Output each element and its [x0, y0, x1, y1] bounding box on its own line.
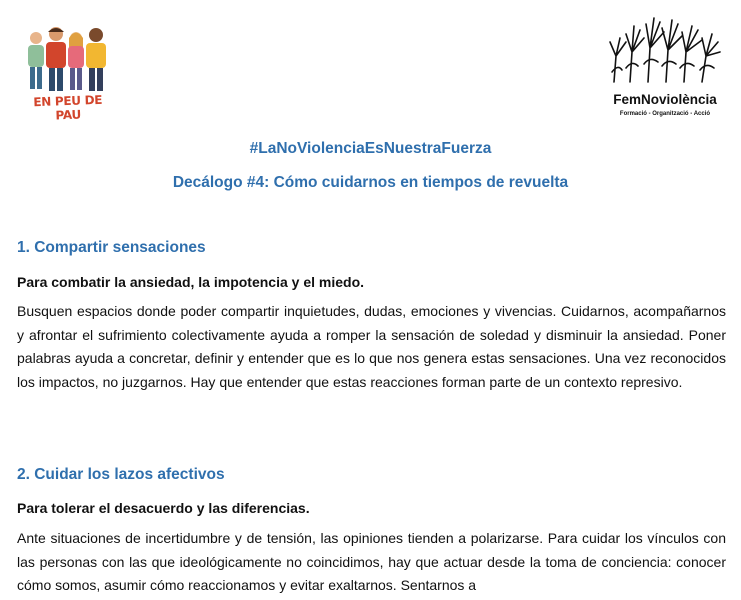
femnoviolencia-logo-subtitle: Formació - Organització - Acció [619, 111, 711, 117]
document-title: Decálogo #4: Cómo cuidarnos en tiempos de revuelta [172, 174, 569, 191]
people-group-icon [22, 24, 114, 96]
section-1-heading: 1. Compartir sensaciones [17, 239, 206, 256]
hashtag-heading: #LaNoViolenciaEsNuestraFuerza [249, 140, 492, 157]
section-1-paragraph: Busquen espacios donde poder compartir inquietudes, dudas, emociones y vivencias. Cuidarnos, acompañarnos y afrontar el sufrimiento colectivamente ayuda a romper la sensación de soledad y disminuir la ansiedad. Poner palabras ayuda a concretar, definir y entender que es lo que nos genera estas sensaciones. Una vez reconocidos los impactos, no juzgarnos. Hay que entender que estas reacciones forman parte de un contexto represivo. [17, 303, 726, 390]
raised-hands-icon [606, 12, 724, 84]
femnoviolencia-logo-title: FemNoviolència [613, 92, 717, 107]
section-2-subtitle: Para tolerar el desacuerdo y las diferencias. [17, 500, 310, 516]
section-2-heading: 2. Cuidar los lazos afectivos [17, 466, 225, 483]
section-2-paragraph: Ante situaciones de incertidumbre y de tensión, las opiniones tienden a polarizarse. Para cuidar los vínculos con las personas con las que ideológicamente no coincidimos, hay que actuar desde la toma de conciencia: conocer cómo somos, asumir cómo reaccionamos y evitar exaltarnos. Sentarnos a [17, 530, 726, 593]
section-1-subtitle: Para combatir la ansiedad, la impotencia y el miedo. [17, 274, 365, 290]
en-peu-de-pau-logo-text: EN PEU DE PAU [33, 92, 103, 123]
femnoviolencia-logo [600, 12, 730, 122]
en-peu-de-pau-logo [22, 24, 114, 123]
